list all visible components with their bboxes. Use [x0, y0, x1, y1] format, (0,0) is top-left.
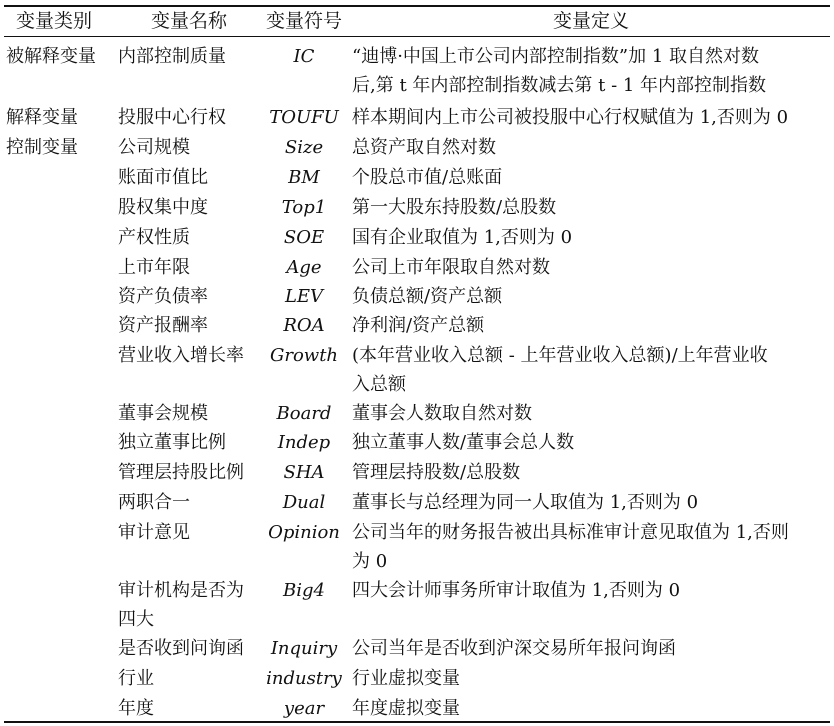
header-definition: 变量定义 [552, 10, 629, 32]
variable-symbol: ROA [283, 315, 325, 336]
variable-name: 公司规模 [118, 137, 190, 158]
variable-definition: 管理层持股数/总股数 [352, 462, 521, 483]
variable-definition: 董事长与总经理为同一人取值为 1,否则为 0 [352, 492, 699, 513]
variable-definition: “迪博·中国上市公司内部控制指数”加 1 取自然对数 [352, 46, 760, 67]
variable-symbol: SOE [283, 227, 325, 248]
variable-definition: 净利润/资产总额 [352, 315, 485, 336]
variable-definition: 公司当年的财务报告被出具标准审计意见取值为 1,否则 [352, 522, 789, 543]
variable-definition: (本年营业收入总额 - 上年营业收入总额)/上年营业收 [352, 345, 768, 366]
header-category: 变量类别 [15, 10, 92, 32]
variable-symbol: Age [286, 257, 322, 278]
variable-definition: 负债总额/资产总额 [352, 286, 503, 307]
variable-name: 行业 [118, 668, 154, 689]
variable-name: 两职合一 [118, 492, 190, 513]
variable-symbol: Board [276, 403, 332, 424]
variable-symbol: IC [293, 46, 315, 67]
variable-definition: 独立董事人数/董事会总人数 [352, 432, 575, 453]
variable-name: 是否收到问询函 [118, 638, 244, 659]
variable-symbol: TOUFU [269, 107, 339, 128]
variable-symbol: SHA [283, 462, 325, 483]
variable-name: 管理层持股比例 [118, 462, 244, 483]
variable-symbol: LEV [284, 286, 324, 307]
variable-name: 审计意见 [118, 522, 190, 543]
variable-symbol: industry [266, 668, 342, 689]
category-dependent: 被解释变量 [6, 46, 96, 67]
variable-name: 产权性质 [118, 227, 190, 248]
variable-name: 董事会规模 [118, 403, 208, 424]
variable-definition: 为 0 [352, 551, 388, 572]
variable-definition: 公司当年是否收到沪深交易所年报问询函 [352, 638, 676, 659]
variable-name: 四大 [118, 609, 154, 630]
category-control: 控制变量 [6, 137, 78, 158]
variable-name: 上市年限 [118, 257, 190, 278]
variable-name: 投服中心行权 [118, 107, 226, 128]
variable-name: 审计机构是否为 [118, 580, 244, 601]
variable-symbol: Indep [277, 432, 331, 453]
variable-name: 营业收入增长率 [118, 345, 244, 366]
variable-definition: 董事会人数取自然对数 [352, 403, 532, 424]
header-symbol: 变量符号 [265, 10, 342, 32]
variable-name: 资产报酬率 [118, 315, 208, 336]
variable-name: 内部控制质量 [118, 46, 226, 67]
variable-definition: 年度虚拟变量 [352, 698, 460, 719]
variable-name: 股权集中度 [118, 197, 208, 218]
variable-symbol: Inquiry [270, 638, 338, 659]
variable-symbol: BM [288, 167, 320, 188]
variable-definition: 四大会计师事务所审计取值为 1,否则为 0 [352, 580, 681, 601]
variable-name: 独立董事比例 [118, 432, 226, 453]
variable-definition: 第一大股东持股数/总股数 [352, 197, 557, 218]
variable-name: 年度 [118, 698, 154, 719]
variable-symbol: Growth [269, 345, 339, 366]
category-explanatory: 解释变量 [6, 107, 78, 128]
variable-name: 资产负债率 [118, 286, 208, 307]
variable-definition: 样本期间内上市公司被投服中心行权赋值为 1,否则为 0 [352, 107, 789, 128]
variable-symbol: Top1 [281, 197, 327, 218]
variable-symbol: Size [284, 137, 324, 158]
variable-definition: 个股总市值/总账面 [352, 167, 503, 188]
variable-symbol: year [283, 698, 325, 719]
header-name: 变量名称 [150, 10, 227, 32]
variable-name: 账面市值比 [118, 167, 208, 188]
variable-definition: 后,第 t 年内部控制指数减去第 t - 1 年内部控制指数 [352, 75, 767, 96]
variable-definition: 公司上市年限取自然对数 [352, 257, 550, 278]
table-header-rule [4, 36, 830, 37]
variable-definition: 国有企业取值为 1,否则为 0 [352, 227, 573, 248]
variable-symbol: Dual [282, 492, 326, 513]
variable-symbol: Opinion [268, 522, 340, 543]
variable-symbol: Big4 [283, 580, 325, 601]
variable-definition: 入总额 [352, 374, 406, 395]
variable-definition: 总资产取自然对数 [352, 137, 496, 158]
variable-definition: 行业虚拟变量 [352, 668, 460, 689]
